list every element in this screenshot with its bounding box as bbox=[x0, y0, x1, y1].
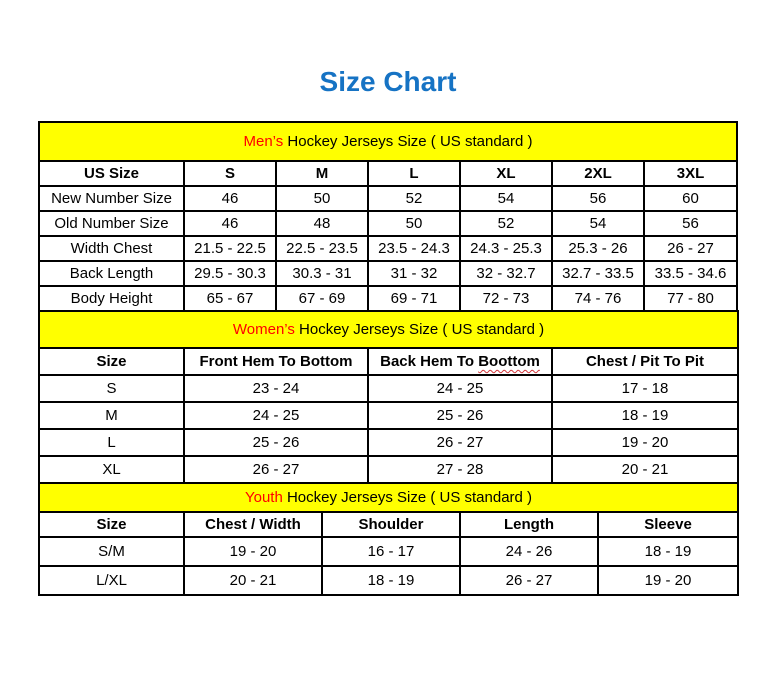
womens-value-cell: 25 - 26 bbox=[184, 429, 368, 456]
mens-value-cell: 65 - 67 bbox=[184, 286, 276, 311]
womens-row-label: XL bbox=[39, 456, 184, 483]
youth-value-cell: 18 - 19 bbox=[598, 537, 738, 566]
womens-value-cell: 27 - 28 bbox=[368, 456, 552, 483]
womens-value-cell: 24 - 25 bbox=[184, 402, 368, 429]
womens-value-cell: 19 - 20 bbox=[552, 429, 738, 456]
mens-column-header: S bbox=[184, 161, 276, 186]
youth-band-rest-text: Hockey Jerseys Size ( US standard ) bbox=[282, 489, 533, 506]
mens-row-label: Back Length bbox=[39, 261, 184, 286]
womens-value-cell: 20 - 21 bbox=[552, 456, 738, 483]
mens-value-cell: 26 - 27 bbox=[644, 236, 737, 261]
mens-row-label: New Number Size bbox=[39, 186, 184, 211]
mens-column-header: 3XL bbox=[644, 161, 737, 186]
mens-column-header: 2XL bbox=[552, 161, 644, 186]
womens-value-cell: 26 - 27 bbox=[368, 429, 552, 456]
table-row bbox=[39, 186, 737, 211]
womens-header-row bbox=[39, 348, 738, 375]
mens-value-cell: 32 - 32.7 bbox=[460, 261, 552, 286]
mens-value-cell: 69 - 71 bbox=[368, 286, 460, 311]
mens-value-cell: 50 bbox=[368, 211, 460, 236]
youth-value-cell: 18 - 19 bbox=[322, 566, 460, 595]
mens-value-cell: 22.5 - 23.5 bbox=[276, 236, 368, 261]
womens-band-row bbox=[39, 311, 738, 348]
table-row bbox=[39, 566, 738, 595]
womens-column-header: Front Hem To Bottom bbox=[184, 348, 368, 375]
mens-value-cell: 46 bbox=[184, 211, 276, 236]
youth-header-row bbox=[39, 512, 738, 537]
table-row bbox=[39, 456, 738, 483]
womens-value-cell: 17 - 18 bbox=[552, 375, 738, 402]
womens-band-title bbox=[39, 311, 738, 348]
womens-row-label: S bbox=[39, 375, 184, 402]
mens-value-cell: 23.5 - 24.3 bbox=[368, 236, 460, 261]
mens-band-row bbox=[39, 122, 737, 161]
womens-row-label: M bbox=[39, 402, 184, 429]
womens-band-rest-text: Hockey Jerseys Size ( US standard ) bbox=[294, 321, 545, 338]
youth-value-cell: 19 - 20 bbox=[184, 537, 322, 566]
womens-column-header: Chest / Pit To Pit bbox=[552, 348, 738, 375]
mens-value-cell: 56 bbox=[644, 211, 737, 236]
womens-row-label: L bbox=[39, 429, 184, 456]
mens-value-cell: 25.3 - 26 bbox=[552, 236, 644, 261]
youth-column-header: Sleeve bbox=[598, 512, 738, 537]
youth-row-label: L/XL bbox=[39, 566, 184, 595]
table-row bbox=[39, 375, 738, 402]
mens-row-label: Old Number Size bbox=[39, 211, 184, 236]
youth-band-row bbox=[39, 483, 738, 512]
mens-column-header: XL bbox=[460, 161, 552, 186]
mens-row-label: Body Height bbox=[39, 286, 184, 311]
womens-value-cell: 26 - 27 bbox=[184, 456, 368, 483]
table-row bbox=[39, 286, 737, 311]
youth-value-cell: 19 - 20 bbox=[598, 566, 738, 595]
mens-size-table bbox=[38, 121, 738, 312]
mens-value-cell: 60 bbox=[644, 186, 737, 211]
youth-column-header: Length bbox=[460, 512, 598, 537]
mens-column-header: L bbox=[368, 161, 460, 186]
mens-band-accent-text: Men’s bbox=[243, 133, 284, 150]
mens-value-cell: 52 bbox=[368, 186, 460, 211]
youth-row-label: S/M bbox=[39, 537, 184, 566]
mens-row-label: Width Chest bbox=[39, 236, 184, 261]
table-row bbox=[39, 236, 737, 261]
mens-value-cell: 33.5 - 34.6 bbox=[644, 261, 737, 286]
table-row bbox=[39, 261, 737, 286]
youth-size-table bbox=[38, 482, 739, 596]
mens-value-cell: 32.7 - 33.5 bbox=[552, 261, 644, 286]
womens-column-header-text: Back Hem To bbox=[380, 353, 479, 370]
table-row bbox=[39, 537, 738, 566]
misspelled-word-squiggle: Boottom bbox=[478, 353, 540, 370]
youth-column-header: Chest / Width bbox=[184, 512, 322, 537]
mens-value-cell: 54 bbox=[552, 211, 644, 236]
womens-column-header: Size bbox=[39, 348, 184, 375]
mens-band-rest-text: Hockey Jerseys Size ( US standard ) bbox=[283, 133, 533, 150]
womens-value-cell: 24 - 25 bbox=[368, 375, 552, 402]
womens-value-cell: 18 - 19 bbox=[552, 402, 738, 429]
mens-value-cell: 48 bbox=[276, 211, 368, 236]
mens-value-cell: 29.5 - 30.3 bbox=[184, 261, 276, 286]
mens-value-cell: 30.3 - 31 bbox=[276, 261, 368, 286]
table-row bbox=[39, 429, 738, 456]
mens-value-cell: 52 bbox=[460, 211, 552, 236]
youth-band-accent-text: Youth bbox=[244, 489, 283, 506]
youth-column-header: Size bbox=[39, 512, 184, 537]
youth-value-cell: 24 - 26 bbox=[460, 537, 598, 566]
mens-value-cell: 74 - 76 bbox=[552, 286, 644, 311]
mens-value-cell: 31 - 32 bbox=[368, 261, 460, 286]
mens-value-cell: 72 - 73 bbox=[460, 286, 552, 311]
mens-value-cell: 77 - 80 bbox=[644, 286, 737, 311]
womens-column-header bbox=[368, 348, 552, 375]
mens-column-header: M bbox=[276, 161, 368, 186]
page-title: Size Chart bbox=[319, 66, 457, 97]
youth-band-title bbox=[39, 483, 738, 512]
womens-value-cell: 23 - 24 bbox=[184, 375, 368, 402]
size-tables-container bbox=[38, 121, 738, 596]
mens-header-row bbox=[39, 161, 737, 186]
table-row bbox=[39, 211, 737, 236]
mens-value-cell: 46 bbox=[184, 186, 276, 211]
mens-value-cell: 50 bbox=[276, 186, 368, 211]
mens-band-title bbox=[39, 122, 737, 161]
womens-band-accent-text: Women’s bbox=[232, 321, 295, 338]
mens-value-cell: 67 - 69 bbox=[276, 286, 368, 311]
mens-value-cell: 54 bbox=[460, 186, 552, 211]
mens-value-cell: 21.5 - 22.5 bbox=[184, 236, 276, 261]
youth-value-cell: 16 - 17 bbox=[322, 537, 460, 566]
mens-value-cell: 56 bbox=[552, 186, 644, 211]
youth-column-header: Shoulder bbox=[322, 512, 460, 537]
womens-value-cell: 25 - 26 bbox=[368, 402, 552, 429]
youth-value-cell: 26 - 27 bbox=[460, 566, 598, 595]
mens-column-header: US Size bbox=[39, 161, 184, 186]
mens-value-cell: 24.3 - 25.3 bbox=[460, 236, 552, 261]
youth-value-cell: 20 - 21 bbox=[184, 566, 322, 595]
table-row bbox=[39, 402, 738, 429]
womens-size-table bbox=[38, 310, 739, 484]
